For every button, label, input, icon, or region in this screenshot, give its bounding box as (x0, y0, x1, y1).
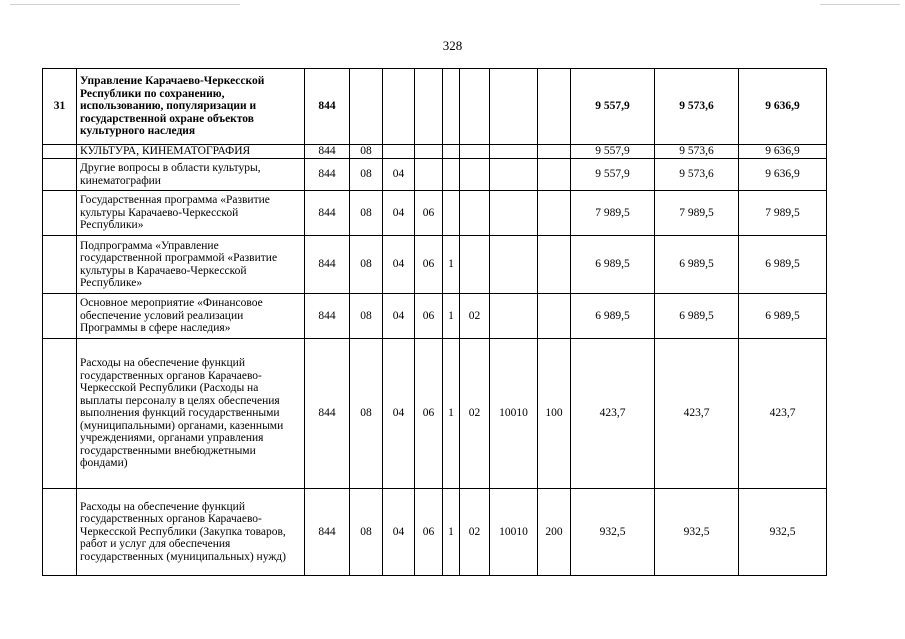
row-number-cell (43, 159, 77, 191)
amount-year-1-cell: 9 557,9 (571, 145, 655, 159)
expense-description-cell: Управление Карачаево-Черкесской Республики по сохранению, использованию, популяризации и государственной охране объектов культурного наследия (77, 69, 305, 145)
table-row (43, 294, 827, 339)
amount-year-2-cell: 6 989,5 (655, 236, 739, 294)
table-row (43, 159, 827, 191)
amount-year-2-cell: 7 989,5 (655, 191, 739, 236)
expense-type-code-cell (538, 159, 571, 191)
activity-code-cell (460, 236, 490, 294)
direction-code-cell (490, 294, 538, 339)
expense-type-code-cell (538, 145, 571, 159)
row-number-cell (43, 294, 77, 339)
subprogram-code-cell (443, 145, 460, 159)
table-row (43, 236, 827, 294)
subsection-code-cell: 04 (383, 489, 415, 576)
direction-code-cell (490, 69, 538, 145)
row-number-cell: 31 (43, 69, 77, 145)
amount-year-3-cell: 423,7 (739, 339, 827, 489)
program-code-cell (415, 145, 443, 159)
row-number-cell (43, 191, 77, 236)
department-code-cell: 844 (305, 236, 350, 294)
activity-code-cell: 02 (460, 339, 490, 489)
amount-year-2-cell: 932,5 (655, 489, 739, 576)
table-row (43, 191, 827, 236)
table-body (43, 69, 827, 576)
table-row (43, 339, 827, 489)
expense-description-cell: Основное мероприятие «Финансовое обеспечение условий реализации Программы в сфере наследия» (77, 294, 305, 339)
amount-year-1-cell: 6 989,5 (571, 294, 655, 339)
activity-code-cell (460, 145, 490, 159)
subsection-code-cell: 04 (383, 159, 415, 191)
subsection-code-cell: 04 (383, 294, 415, 339)
amount-year-2-cell: 9 573,6 (655, 159, 739, 191)
amount-year-3-cell: 7 989,5 (739, 191, 827, 236)
expense-description-cell: Расходы на обеспечение функций государственных органов Карачаево-Черкесской Республики (Закупка товаров, работ и услуг для обеспечения государственных (муниципальных) нужд) (77, 489, 305, 576)
department-code-cell: 844 (305, 145, 350, 159)
program-code-cell: 06 (415, 236, 443, 294)
subsection-code-cell (383, 145, 415, 159)
department-code-cell: 844 (305, 191, 350, 236)
row-number-cell (43, 145, 77, 159)
expense-type-code-cell: 100 (538, 339, 571, 489)
table-row (43, 489, 827, 576)
amount-year-3-cell: 9 636,9 (739, 145, 827, 159)
activity-code-cell (460, 159, 490, 191)
amount-year-1-cell: 7 989,5 (571, 191, 655, 236)
program-code-cell: 06 (415, 489, 443, 576)
amount-year-1-cell: 6 989,5 (571, 236, 655, 294)
subprogram-code-cell: 1 (443, 294, 460, 339)
direction-code-cell (490, 145, 538, 159)
row-number-cell (43, 339, 77, 489)
scan-artifact-right (820, 4, 900, 5)
direction-code-cell (490, 159, 538, 191)
amount-year-3-cell: 6 989,5 (739, 294, 827, 339)
expense-type-code-cell (538, 294, 571, 339)
amount-year-2-cell: 9 573,6 (655, 69, 739, 145)
subprogram-code-cell (443, 191, 460, 236)
subprogram-code-cell: 1 (443, 339, 460, 489)
activity-code-cell (460, 191, 490, 236)
section-code-cell: 08 (350, 191, 383, 236)
subsection-code-cell (383, 69, 415, 145)
department-code-cell: 844 (305, 294, 350, 339)
amount-year-1-cell: 932,5 (571, 489, 655, 576)
amount-year-1-cell: 9 557,9 (571, 159, 655, 191)
expense-type-code-cell (538, 236, 571, 294)
amount-year-3-cell: 9 636,9 (739, 159, 827, 191)
department-code-cell: 844 (305, 69, 350, 145)
program-code-cell (415, 69, 443, 145)
amount-year-1-cell: 9 557,9 (571, 69, 655, 145)
page-number: 328 (442, 38, 463, 53)
section-code-cell: 08 (350, 489, 383, 576)
subprogram-code-cell (443, 69, 460, 145)
table-row (43, 145, 827, 159)
program-code-cell: 06 (415, 191, 443, 236)
expense-description-cell: Государственная программа «Развитие культуры Карачаево-Черкесской Республики» (77, 191, 305, 236)
section-code-cell: 08 (350, 236, 383, 294)
direction-code-cell: 10010 (490, 339, 538, 489)
program-code-cell: 06 (415, 339, 443, 489)
table-row (43, 69, 827, 145)
expense-type-code-cell (538, 191, 571, 236)
expense-type-code-cell (538, 69, 571, 145)
direction-code-cell: 10010 (490, 489, 538, 576)
activity-code-cell (460, 69, 490, 145)
section-code-cell: 08 (350, 145, 383, 159)
subsection-code-cell: 04 (383, 236, 415, 294)
scan-artifact-left (10, 4, 240, 5)
amount-year-2-cell: 6 989,5 (655, 294, 739, 339)
activity-code-cell: 02 (460, 294, 490, 339)
amount-year-2-cell: 9 573,6 (655, 145, 739, 159)
section-code-cell: 08 (350, 339, 383, 489)
subprogram-code-cell: 1 (443, 236, 460, 294)
section-code-cell: 08 (350, 159, 383, 191)
amount-year-1-cell: 423,7 (571, 339, 655, 489)
expense-description-cell: Расходы на обеспечение функций государственных органов Карачаево-Черкесской Республики (Расходы на выплаты персоналу в целях обеспечения выполнения функций государственными (муниципальными) органами, казенными учреждениями, органами управления государственными внебюджетными фондами) (77, 339, 305, 489)
department-code-cell: 844 (305, 339, 350, 489)
amount-year-3-cell: 6 989,5 (739, 236, 827, 294)
program-code-cell (415, 159, 443, 191)
direction-code-cell (490, 236, 538, 294)
section-code-cell: 08 (350, 294, 383, 339)
subprogram-code-cell (443, 159, 460, 191)
department-code-cell: 844 (305, 159, 350, 191)
expense-description-cell: Подпрограмма «Управление государственной программой «Развитие культуры в Карачаево-Черкесской Республике» (77, 236, 305, 294)
budget-table (42, 68, 827, 576)
amount-year-2-cell: 423,7 (655, 339, 739, 489)
subprogram-code-cell: 1 (443, 489, 460, 576)
amount-year-3-cell: 9 636,9 (739, 69, 827, 145)
program-code-cell: 06 (415, 294, 443, 339)
subsection-code-cell: 04 (383, 339, 415, 489)
expense-description-cell: КУЛЬТУРА, КИНЕМАТОГРАФИЯ (77, 145, 305, 159)
expense-type-code-cell: 200 (538, 489, 571, 576)
row-number-cell (43, 489, 77, 576)
row-number-cell (43, 236, 77, 294)
direction-code-cell (490, 191, 538, 236)
amount-year-3-cell: 932,5 (739, 489, 827, 576)
section-code-cell (350, 69, 383, 145)
expense-description-cell: Другие вопросы в области культуры, кинематографии (77, 159, 305, 191)
activity-code-cell: 02 (460, 489, 490, 576)
subsection-code-cell: 04 (383, 191, 415, 236)
department-code-cell: 844 (305, 489, 350, 576)
